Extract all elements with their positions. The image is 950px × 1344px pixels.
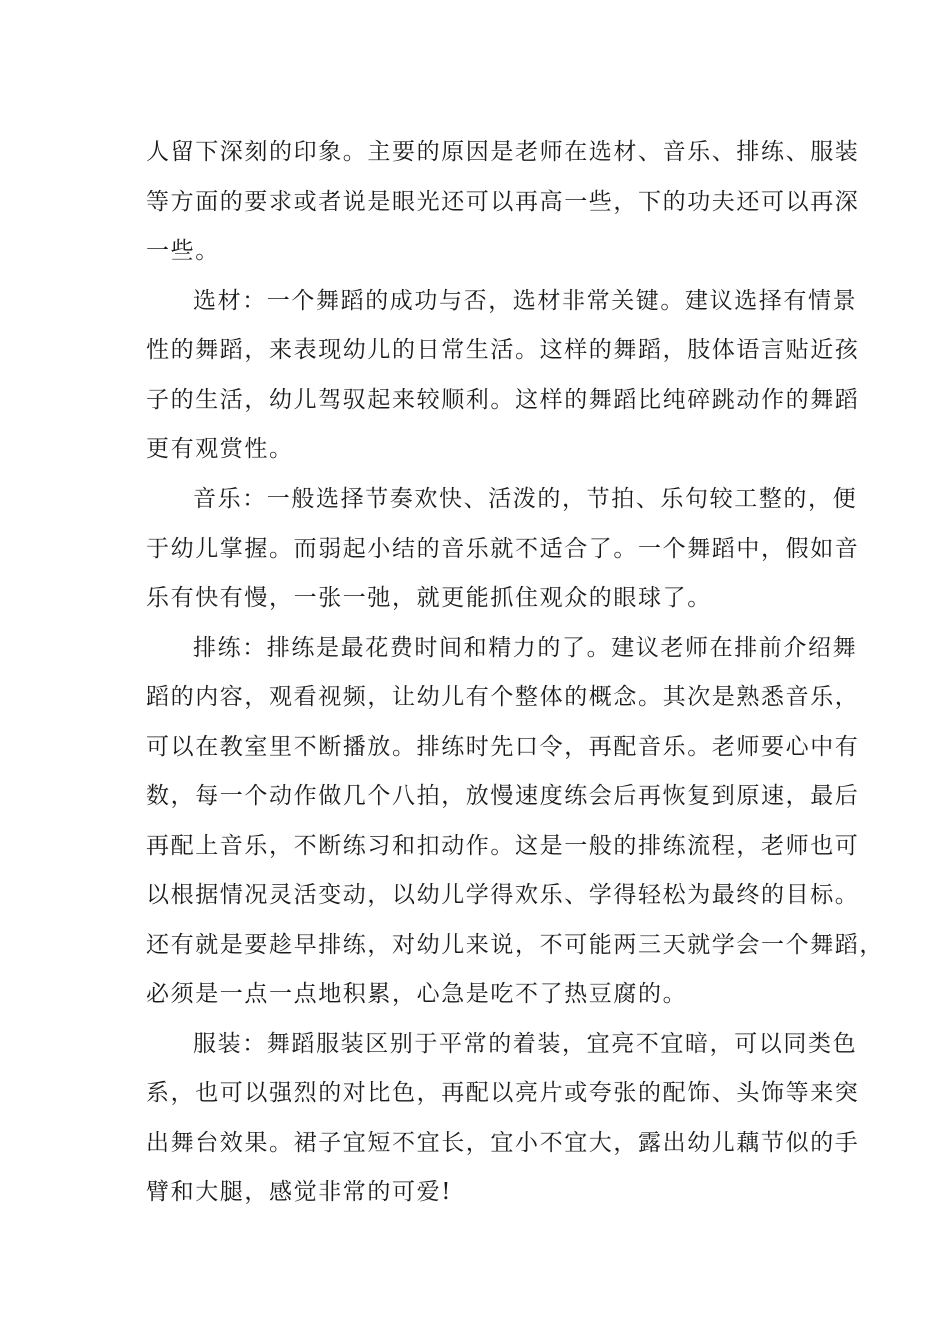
text-line: 乐有快有慢，一张一弛，就更能抓住观众的眼球了。 [146,585,712,611]
text-line: 更有观赏性。 [146,436,294,462]
text-line: 数，每一个动作做几个八拍，放慢速度练会后再恢复到原速，最后 [146,783,860,809]
text-line: 性的舞蹈，来表现幼儿的日常生活。这样的舞蹈，肢体语言贴近孩 [146,337,860,363]
text-line: 系，也可以强烈的对比色，再配以亮片或夸张的配饰、头饰等来突 [146,1080,860,1106]
text-line: 蹈的内容，观看视频，让幼儿有个整体的概念。其次是熟悉音乐， [146,684,860,710]
text-line: 臂和大腿，感觉非常的可爱! [146,1179,453,1205]
text-line: 以根据情况灵活变动，以幼儿学得欢乐、学得轻松为最终的目标。 [146,882,860,908]
text-line: 于幼儿掌握。而弱起小结的音乐就不适合了。一个舞蹈中，假如音 [146,536,860,562]
text-line: 可以在教室里不断播放。排练时先口令，再配音乐。老师要心中有 [146,734,860,760]
paragraph-first-line: 排练：排练是最花费时间和精力的了。建议老师在排前介绍舞 [193,635,858,661]
text-line: 必须是一点一点地积累，心急是吃不了热豆腐的。 [146,981,688,1007]
text-line: 出舞台效果。裙子宜短不宜长，宜小不宜大，露出幼儿藕节似的手 [146,1130,860,1156]
text-line: 一些。 [146,238,220,264]
text-line: 子的生活，幼儿驾驭起来较顺利。这样的舞蹈比纯碎跳动作的舞蹈 [146,387,860,413]
text-line: 再配上音乐，不断练习和扣动作。这是一般的排练流程，老师也可 [146,833,860,859]
text-line: 人留下深刻的印象。主要的原因是老师在选材、音乐、排练、服装 [146,139,860,165]
text-line: 还有就是要趁早排练，对幼儿来说，不可能两三天就学会一个舞蹈， [146,932,884,958]
paragraph-first-line: 选材：一个舞蹈的成功与否，选材非常关键。建议选择有情景 [193,288,858,314]
paragraph-first-line: 服装：舞蹈服装区别于平常的着装，宜亮不宜暗，可以同类色 [193,1031,858,1057]
text-line: 等方面的要求或者说是眼光还可以再高一些，下的功夫还可以再深 [146,189,860,215]
paragraph-first-line: 音乐：一般选择节奏欢快、活泼的，节拍、乐句较工整的，便 [193,486,858,512]
